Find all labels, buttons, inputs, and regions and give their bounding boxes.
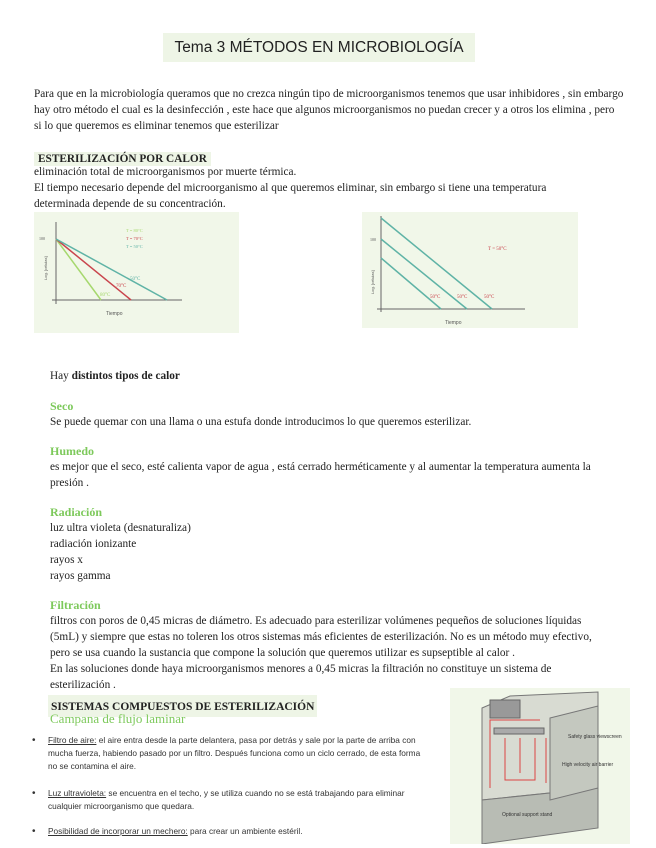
tipos-intro bbox=[50, 368, 610, 384]
calor-text bbox=[34, 164, 574, 212]
term: Filtro de aire: bbox=[48, 735, 97, 745]
list-item bbox=[28, 825, 428, 838]
radiacion-item: luz ultra violeta (desnaturaliza) bbox=[50, 522, 191, 534]
subheading-campana: Campana de flujo laminar bbox=[50, 711, 186, 726]
radiacion-item: rayos x bbox=[50, 554, 83, 566]
label-stand: Optional support stand bbox=[502, 812, 553, 818]
series-label: 50°C bbox=[457, 295, 468, 300]
label-glass: Safety glass viewscreen bbox=[568, 734, 622, 740]
laminar-flow-hood-figure bbox=[450, 688, 630, 844]
intro-bold: distintos tipos de calor bbox=[71, 370, 180, 382]
text-filtracion-2: En las soluciones donde haya microorganismos menores a 0,45 micras la filtración no constituye un sistema de esterilización . bbox=[50, 663, 552, 691]
series-50 bbox=[56, 239, 167, 300]
heading-text: SISTEMAS COMPUESTOS DE ESTERILIZACIÓN bbox=[51, 701, 315, 713]
series-label: 50°C bbox=[484, 295, 495, 300]
heading-seco: Seco bbox=[50, 399, 74, 413]
y-tick: 100 bbox=[39, 236, 45, 241]
list-item bbox=[28, 734, 428, 773]
chart-concentrations bbox=[362, 212, 578, 328]
term: Posibilidad de incorporar un mechero: bbox=[48, 826, 188, 836]
bullet-list bbox=[28, 734, 428, 848]
calor-line2: El tiempo necesario depende del microorganismo al que queremos eliminar, sin embargo si tiene una temperatura determinada depende de su concentración. bbox=[34, 182, 547, 210]
radiacion-item: rayos gamma bbox=[50, 570, 111, 582]
tipos-section bbox=[50, 368, 610, 693]
desc: para crear un ambiente estéril. bbox=[187, 826, 303, 836]
legend-50: T = 50°C bbox=[126, 244, 143, 249]
text-filtracion: filtros con poros de 0,45 micras de diámetro. Es adecuado para esterilizar volúmenes pequeños de soluciones líquidas (5mL) y siempre que estas no toleren los otros sistemas más eficientes de esterilización. No es un método muy efectivo, pero se usa cuando la sustancia que compone la solución que queremos utilizar es supseptible al calor . bbox=[50, 615, 592, 659]
x-label: Tiempo bbox=[445, 320, 462, 326]
series-label: 50°C bbox=[430, 295, 441, 300]
heading-radiacion: Radiación bbox=[50, 505, 103, 519]
label-air: High velocity air barrier bbox=[562, 762, 614, 768]
series-line bbox=[381, 258, 441, 309]
legend-70: T = 70°C bbox=[126, 236, 143, 241]
legend-50: T = 50°C bbox=[488, 247, 507, 252]
x-label: Tiempo bbox=[106, 311, 123, 317]
term: Luz ultravioleta: bbox=[48, 788, 107, 798]
text-seco: Se puede quemar con una llama o una estufa donde introducimos lo que queremos esterilizar. bbox=[50, 416, 472, 428]
y-label: Log. [células] bbox=[370, 270, 375, 294]
desc: el aire entra desde la parte delantera, pasa por detrás y sale por la parte de arriba con mucha fuerza, habiendo pasado por un filtro. Después funciona como un ciclo cerrado, de esta forma no se contamina el aire. bbox=[48, 735, 421, 771]
legend-80: T = 80°C bbox=[126, 228, 143, 233]
desc: se encuentra en el techo, y se utiliza cuando no se está trabajando para eliminar cualquier microorganismo que quedara. bbox=[48, 788, 405, 811]
chart-temperatures bbox=[34, 212, 239, 333]
intro-paragraph: Para que en la microbiología queramos que no crezca ningún tipo de microorganismos tenemos que usar inhibidores , sin embargo hay otro método el cual es la desinfección , este hace que algunos microorganismos no puedan crecer y a otros los elimina , pero si lo que queremos es eliminar tenemos que esterilizar bbox=[34, 88, 624, 132]
calor-line1: eliminación total de microorganismos por muerte térmica. bbox=[34, 166, 297, 178]
intro-prefix: Hay bbox=[50, 370, 72, 382]
y-tick: 100 bbox=[370, 237, 376, 242]
text-humedo: es mejor que el seco, esté calienta vapor de agua , está cerrado herméticamente y al aumentar la temperatura aumenta la presión . bbox=[50, 461, 591, 489]
radiacion-item: radiación ionizante bbox=[50, 538, 137, 550]
page-title: Tema 3 MÉTODOS EN MICROBIOLOGÍA bbox=[163, 33, 475, 62]
list-item bbox=[28, 787, 428, 813]
series-line bbox=[381, 239, 467, 309]
label-50: 50°C bbox=[130, 277, 141, 282]
label-80: 80°C bbox=[100, 293, 111, 298]
heading-humedo: Humedo bbox=[50, 444, 95, 458]
heading-text: ESTERILIZACIÓN POR CALOR bbox=[34, 152, 211, 166]
y-label: Log. [células] bbox=[43, 256, 48, 280]
heading-filtracion: Filtración bbox=[50, 598, 101, 612]
label-70: 70°C bbox=[116, 284, 127, 289]
